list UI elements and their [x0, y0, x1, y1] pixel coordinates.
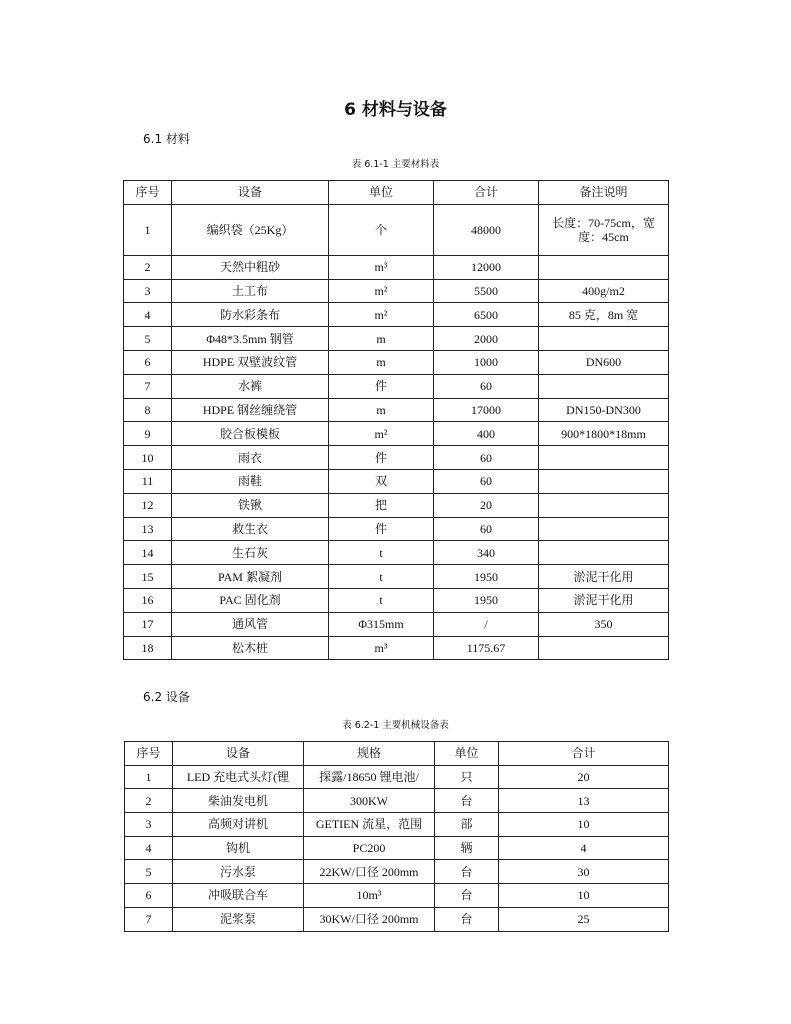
table-row — [125, 765, 669, 789]
table-cell: 4 — [125, 836, 173, 860]
table-cell: 1950 — [434, 588, 539, 612]
table-cell: 把 — [329, 493, 434, 517]
table-row — [124, 565, 669, 589]
table-cell: 15 — [124, 565, 172, 589]
table-row — [124, 303, 669, 327]
table-cell: 5500 — [434, 279, 539, 303]
table-cell: 台 — [435, 860, 499, 884]
header-cell: 备注说明 — [539, 181, 669, 205]
table-cell: 18 — [124, 636, 172, 660]
table-cell: 污水泵 — [173, 860, 304, 884]
table-cell: 部 — [435, 813, 499, 837]
table-row — [124, 398, 669, 422]
chapter-title: 6 材料与设备 — [344, 100, 447, 120]
table-cell: 300KW — [304, 789, 435, 813]
table-cell: m³ — [329, 636, 434, 660]
table-cell: 11 — [124, 469, 172, 493]
table-header-row — [125, 742, 669, 766]
table-cell: 350 — [539, 612, 669, 636]
table-cell: 13 — [124, 517, 172, 541]
table-cell: 防水彩条布 — [172, 303, 329, 327]
table-cell: 淤泥干化用 — [539, 565, 669, 589]
materials-table-caption: 表 6.1-1 主要材料表 — [351, 159, 440, 170]
table-cell: HDPE 钢丝缠绕管 — [172, 398, 329, 422]
table-cell: PAC 固化剂 — [172, 588, 329, 612]
table-cell: 30KW/口径 200mm — [304, 907, 435, 931]
table-cell: DN600 — [539, 350, 669, 374]
table-cell: 1 — [125, 765, 173, 789]
table-row — [124, 636, 669, 660]
table-cell: 10 — [499, 884, 669, 908]
table-cell: m³ — [329, 255, 434, 279]
table-cell: 6 — [125, 884, 173, 908]
table-cell: 10 — [499, 813, 669, 837]
table-cell: 17000 — [434, 398, 539, 422]
table-cell: 3 — [125, 813, 173, 837]
table-cell: 25 — [499, 907, 669, 931]
table-cell: 通风管 — [172, 612, 329, 636]
table-cell: 台 — [435, 789, 499, 813]
table-cell: 400 — [434, 422, 539, 446]
table-cell: LED 充电式头灯(锂 — [173, 765, 304, 789]
table-cell: 5 — [125, 860, 173, 884]
table-cell: 水裤 — [172, 374, 329, 398]
table-cell: 340 — [434, 541, 539, 565]
table-cell: 12000 — [434, 255, 539, 279]
section-heading-equipment: 6.2 设备 — [143, 690, 190, 704]
table-row — [124, 469, 669, 493]
table-cell: 1950 — [434, 565, 539, 589]
table-cell — [539, 327, 669, 351]
table-row — [125, 860, 669, 884]
header-cell: 单位 — [435, 742, 499, 766]
table-cell: 土工布 — [172, 279, 329, 303]
table-cell: 10m³ — [304, 884, 435, 908]
table-cell: 30 — [499, 860, 669, 884]
table-row — [125, 836, 669, 860]
table-cell: 1175.67 — [434, 636, 539, 660]
table-cell: 60 — [434, 469, 539, 493]
table-cell: 泥浆泵 — [173, 907, 304, 931]
table-cell: 高频对讲机 — [173, 813, 304, 837]
table-cell: 淤泥干化用 — [539, 588, 669, 612]
table-cell: 1000 — [434, 350, 539, 374]
table-cell — [539, 469, 669, 493]
table-row — [124, 541, 669, 565]
table-row — [124, 327, 669, 351]
table-cell: t — [329, 588, 434, 612]
table-cell: 辆 — [435, 836, 499, 860]
header-cell: 序号 — [125, 742, 173, 766]
table-cell: Φ48*3.5mm 钢管 — [172, 327, 329, 351]
table-cell: 14 — [124, 541, 172, 565]
table-cell: 双 — [329, 469, 434, 493]
table-cell: 探露/18650 锂电池/ — [304, 765, 435, 789]
table-cell: 件 — [329, 517, 434, 541]
table-cell: 个 — [329, 204, 434, 255]
header-cell: 合计 — [499, 742, 669, 766]
table-cell — [539, 374, 669, 398]
table-cell: t — [329, 541, 434, 565]
table-cell: 铁锹 — [172, 493, 329, 517]
table-cell — [539, 636, 669, 660]
table-cell: HDPE 双壁波纹管 — [172, 350, 329, 374]
table-cell — [539, 493, 669, 517]
table-cell: 件 — [329, 374, 434, 398]
table-cell: 件 — [329, 446, 434, 470]
table-cell: 17 — [124, 612, 172, 636]
table-header-row — [124, 181, 669, 205]
table-cell: Φ315mm — [329, 612, 434, 636]
table-cell: 只 — [435, 765, 499, 789]
table-cell: 20 — [499, 765, 669, 789]
table-cell: / — [434, 612, 539, 636]
table-cell: 冲吸联合车 — [173, 884, 304, 908]
table-cell: 48000 — [434, 204, 539, 255]
table-cell: 8 — [124, 398, 172, 422]
table-cell: 雨衣 — [172, 446, 329, 470]
table-cell: m — [329, 350, 434, 374]
table-cell: 2 — [125, 789, 173, 813]
table-row — [124, 255, 669, 279]
table-cell: 2 — [124, 255, 172, 279]
table-cell: 编织袋（25Kg） — [172, 204, 329, 255]
table-cell: m — [329, 398, 434, 422]
table-cell: 10 — [124, 446, 172, 470]
header-cell: 序号 — [124, 181, 172, 205]
table-cell: 6500 — [434, 303, 539, 327]
table-cell: 胶合板模板 — [172, 422, 329, 446]
table-row — [124, 204, 669, 255]
table-row — [124, 279, 669, 303]
table-row — [125, 813, 669, 837]
table-cell: 60 — [434, 374, 539, 398]
table-cell: 85 克，8m 宽 — [539, 303, 669, 327]
table-cell: 柴油发电机 — [173, 789, 304, 813]
table-cell: 7 — [125, 907, 173, 931]
table-cell — [539, 517, 669, 541]
table-cell: 6 — [124, 350, 172, 374]
table-cell: m² — [329, 279, 434, 303]
table-cell: 雨鞋 — [172, 469, 329, 493]
table-cell: 900*1800*18mm — [539, 422, 669, 446]
table-cell: 16 — [124, 588, 172, 612]
header-cell: 设备 — [172, 181, 329, 205]
table-cell: m² — [329, 303, 434, 327]
table-cell: 台 — [435, 907, 499, 931]
table-cell: t — [329, 565, 434, 589]
table-cell: 60 — [434, 517, 539, 541]
table-cell: PAM 絮凝剂 — [172, 565, 329, 589]
table-cell: 4 — [499, 836, 669, 860]
table-cell — [539, 446, 669, 470]
header-cell: 单位 — [329, 181, 434, 205]
table-cell: 60 — [434, 446, 539, 470]
table-cell: 松木桩 — [172, 636, 329, 660]
table-cell: PC200 — [304, 836, 435, 860]
table-cell: 12 — [124, 493, 172, 517]
table-row — [124, 517, 669, 541]
equipment-table-caption: 表 6.2-1 主要机械设备表 — [342, 720, 449, 731]
table-cell: 13 — [499, 789, 669, 813]
header-cell: 合计 — [434, 181, 539, 205]
equipment-table — [124, 741, 669, 932]
table-row — [125, 907, 669, 931]
table-cell — [539, 255, 669, 279]
table-row — [125, 884, 669, 908]
table-row — [124, 350, 669, 374]
table-cell: 400g/m2 — [539, 279, 669, 303]
header-cell: 设备 — [173, 742, 304, 766]
table-row — [124, 422, 669, 446]
table-cell — [539, 541, 669, 565]
table-cell: 长度：70-75cm，宽度：45cm — [539, 204, 669, 255]
table-row — [125, 789, 669, 813]
header-cell: 规格 — [304, 742, 435, 766]
table-cell: 救生衣 — [172, 517, 329, 541]
table-cell: GETIEN 流星，范围 — [304, 813, 435, 837]
section-heading-materials: 6.1 材料 — [143, 132, 190, 146]
table-cell: 台 — [435, 884, 499, 908]
table-cell: DN150-DN300 — [539, 398, 669, 422]
table-cell: 3 — [124, 279, 172, 303]
table-cell: 4 — [124, 303, 172, 327]
table-cell: 生石灰 — [172, 541, 329, 565]
materials-table — [123, 180, 669, 660]
table-cell: 1 — [124, 204, 172, 255]
table-row — [124, 612, 669, 636]
table-cell: m² — [329, 422, 434, 446]
table-row — [124, 588, 669, 612]
table-cell: 5 — [124, 327, 172, 351]
table-cell: 天然中粗砂 — [172, 255, 329, 279]
table-cell: 7 — [124, 374, 172, 398]
table-cell: 2000 — [434, 327, 539, 351]
table-cell: 钩机 — [173, 836, 304, 860]
table-cell: m — [329, 327, 434, 351]
table-cell: 9 — [124, 422, 172, 446]
table-row — [124, 446, 669, 470]
table-cell: 20 — [434, 493, 539, 517]
table-row — [124, 493, 669, 517]
table-row — [124, 374, 669, 398]
table-cell: 22KW/口径 200mm — [304, 860, 435, 884]
